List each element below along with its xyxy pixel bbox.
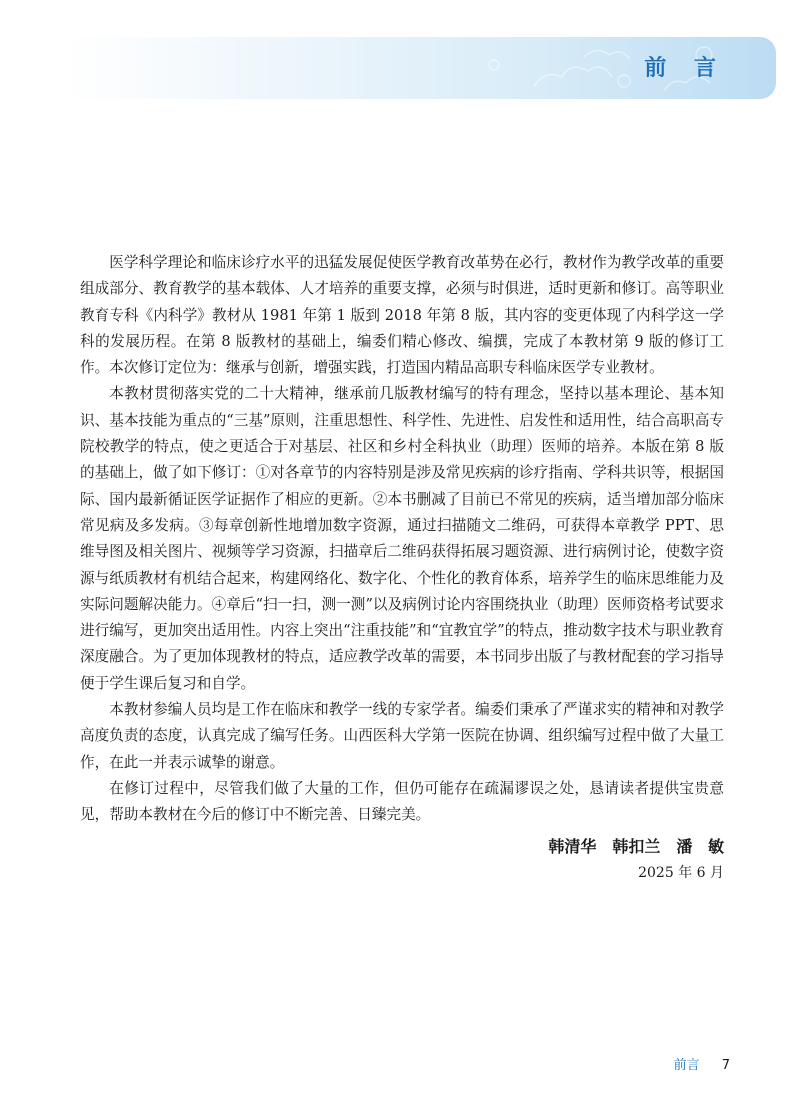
page-title: 前 言 xyxy=(644,56,726,81)
paragraph: 本教材贯彻落实党的二十大精神，继承前几版教材编写的特有理念，坚持以基本理论、基本知识、基本技能为重点的“三基”原则，注重思想性、科学性、先进性、启发性和适用性，结合高职高专院校教学的特点，使之更适合于对基层、社区和乡村全科执业（助理）医师的培养。本版在第 8 版的基础上，做了如下修订：①对各章节的内容特别是涉及常见疾病的诊疗指南、学科共识等，根据国际、国内最新循证医学证据作了相应的更新。②本书删减了目前已不常见的疾病，适当增加部分临床常见病及多发病。③每章创新性地增加数字资源，通过扫描随文二维码，可获得本章教学 PPT、思维导图及相关图片、视频等学习资源，扫描章后二维码获得拓展习题资源、进行病例讨论，使数字资源与纸质教材有机结合起来，构建网络化、数字化、个性化的教育体系，培养学生的临床思维能力及实际问题解决能力。④章后“扫一扫，测一测”以及病例讨论内容围绕执业（助理）医师资格考试要求进行编写，更加突出适用性。内容上突出“注重技能”和“宜教宜学”的特点，推动数字技术与职业教育深度融合。为了更加体现教材的特点，适应教学改革的需要，本书同步出版了与教材配套的学习指导便于学生课后复习和自学。 xyxy=(80,385,724,692)
page-number: 7 xyxy=(721,1058,730,1073)
paragraph: 在修订过程中，尽管我们做了大量的工作，但仍可能存在疏漏谬误之处，恳请读者提供宝贵意见，帮助本教材在今后的修订中不断完善、日臻完美。 xyxy=(80,779,724,824)
author-signature: 韩清华 韩扣兰 潘 敏 xyxy=(548,836,724,856)
signature-date: 2025 年 6 月 xyxy=(638,864,724,881)
footer-section-label: 前言 xyxy=(673,1058,700,1073)
header-banner xyxy=(64,37,776,99)
page-footer xyxy=(674,1054,730,1073)
preface-body xyxy=(80,250,724,886)
paragraph: 本教材参编人员均是工作在临床和教学一线的专家学者。编委们秉承了严谨求实的精神和对教学高度负责的态度，认真完成了编写任务。山西医科大学第一医院在协调、组织编写过程中做了大量工作，在此一并表示诚挚的谢意。 xyxy=(80,701,724,771)
paragraph: 医学科学理论和临床诊疗水平的迅猛发展促使医学教育改革势在必行，教材作为教学改革的重要组成部分、教育教学的基本载体、人才培养的重要支撑，必须与时俱进，适时更新和修订。高等职业教育专科《内科学》教材从 1981 年第 1 版到 2018 年第 8 版，其内容的变更体现了内科学这一学科的发展历程。在第 8 版教材的基础上，编委们精心修改、编撰，完成了本教材第 9 版的修订工作。本次修订定位为：继承与创新，增强实践，打造国内精品高职专科临床医学专业教材。 xyxy=(80,254,724,377)
